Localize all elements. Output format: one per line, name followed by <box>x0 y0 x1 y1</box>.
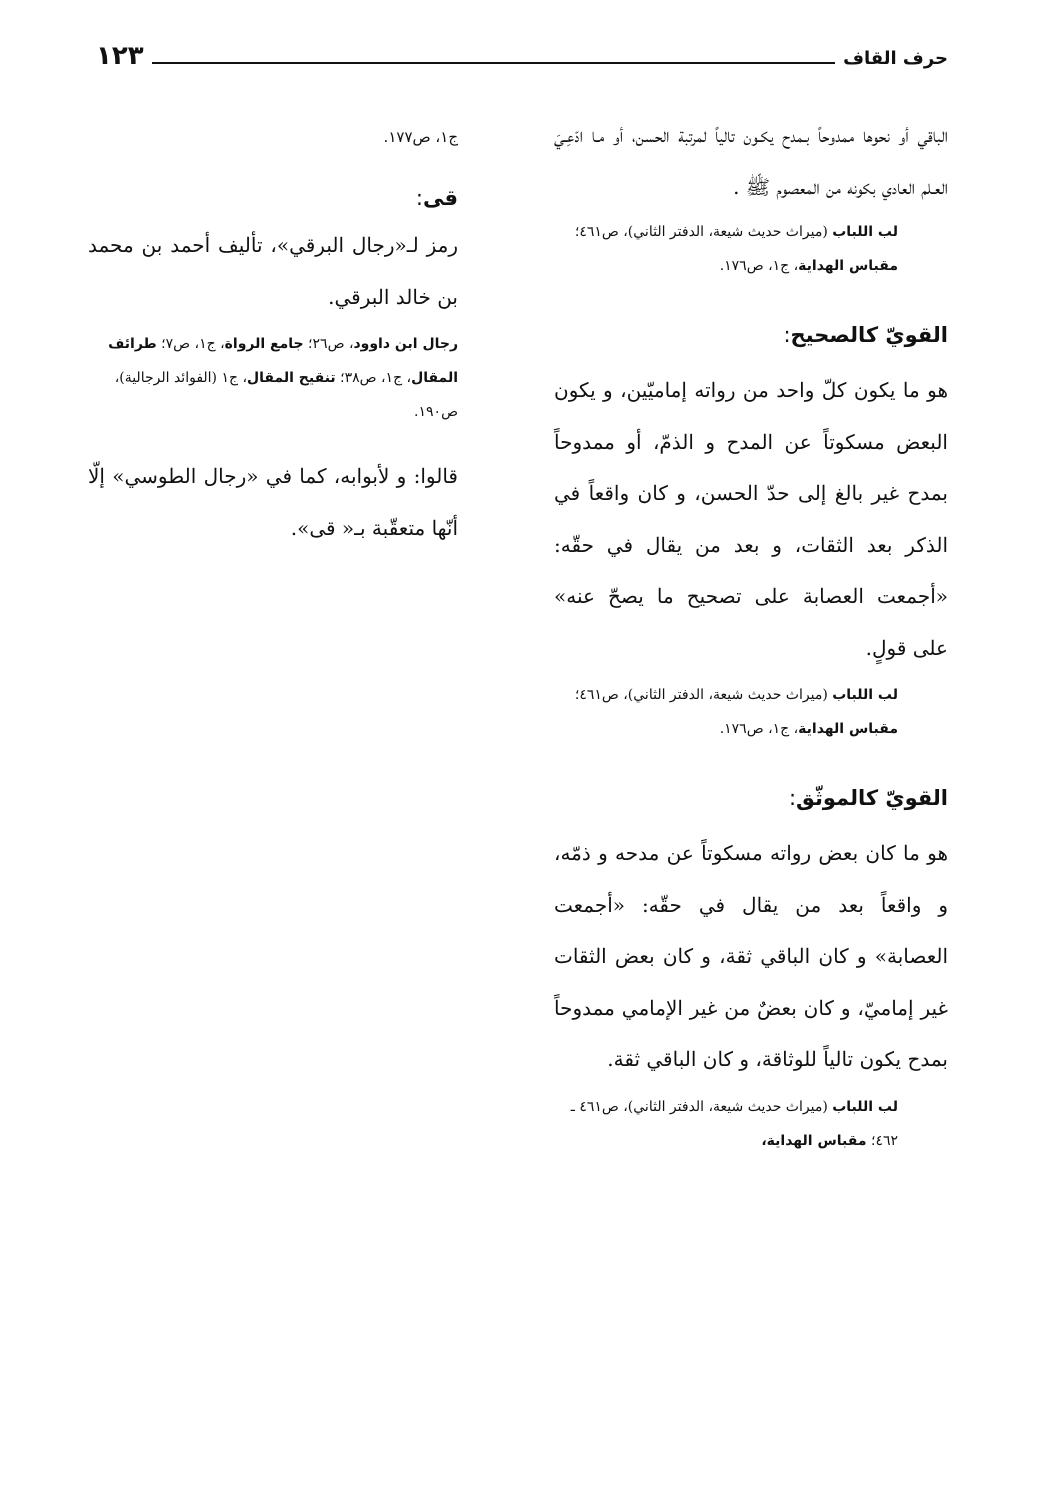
page-number: ١٢٣ <box>96 41 144 71</box>
continued-reference: ج١، ص١٧٧. <box>383 128 458 146</box>
entry-heading-text: قى <box>423 186 458 210</box>
heading-colon: : <box>783 323 791 347</box>
entry-qawi-kal-muwaththaq <box>554 778 948 1158</box>
ref-source: مقباس الهداية <box>798 258 898 274</box>
header-divider <box>152 62 835 64</box>
entry-reference <box>554 678 948 746</box>
ref-source: تنقيح المقال <box>247 370 336 386</box>
ref-detail: (ميراث حديث شيعة، الدفتر الثاني)، ص٤٦١؛ <box>574 224 833 240</box>
entry-reference <box>554 215 948 283</box>
ref-detail: ، ج١، ص١٧٦. <box>719 258 799 274</box>
ref-detail: ، ج١، ص١٧٦. <box>719 721 799 737</box>
entry-heading <box>554 315 948 355</box>
ref-source: لب اللباب <box>832 224 898 240</box>
entry-body: الباقي أو نحوها ممدوحاً بـمدح يكـون تالياً لمرتبة الحسن، أو مـا ادّعِـيَ العـلم العادي بكونه من المعصوم ﷺ . <box>554 123 948 199</box>
ref-source: جامع الرواة <box>224 336 304 352</box>
ref-detail: ، ج١ (الفوائد الرجالية)، ص١٩٠. <box>114 370 458 420</box>
heading-colon: : <box>788 786 797 810</box>
entry-reference <box>88 327 458 429</box>
heading-colon: : <box>415 186 423 210</box>
page-header <box>96 40 948 70</box>
entry-heading <box>88 178 458 218</box>
section-title: حرف القاف <box>843 48 948 69</box>
ref-source: مقباس الهداية، <box>761 1132 867 1149</box>
ref-source: لب اللباب <box>832 687 898 703</box>
ref-detail: (ميراث حديث شيعة، الدفتر الثاني)، ص٤٦١؛ <box>574 687 833 703</box>
entry-reference <box>554 1090 948 1158</box>
ref-detail: ، ص٢٦؛ <box>303 336 354 352</box>
entry-heading <box>554 778 948 818</box>
ref-detail: (ميراث حديث شيعة، الدفتر الثاني)، ص٤٦١ ـ ٤٦٢؛ <box>570 1098 898 1149</box>
entry-body: هو ما كان بعض رواته مسكوتاً عن مدحه و ذمّه، و واقعاً بعد من يقال في حقّه: «أجمعت العصابة» و كان الباقي ثقة، و كان بعض الثقات غير إماميّ، و كان بعضٌ من غير الإمامي ممدوحاً بمدح يكون تالياً للوثاقة، و كان الباقي ثقة. <box>554 841 948 1071</box>
entry-body: رمز لـ«رجال البرقي»، تأليف أحمد بن محمد بن خالد البرقي. <box>88 233 458 309</box>
entry-heading-text: القويّ كالموثّق <box>796 786 948 810</box>
entry-body: هو ما يكون كلّ واحد من رواته إماميّين، و يكون البعض مسكوتاً عن المدح و الذمّ، أو ممدوحاً بمدح غير بالغ إلى حدّ الحسن، و كان واقعاً في الذكر بعد الثقات، و بعد من يقال في حقّه: «أجمعت العصابة على تصحيح ما يصحّ عنه» على قولٍ. <box>554 378 948 660</box>
ref-source: مقباس الهداية <box>798 721 898 737</box>
ref-source: لب اللباب <box>832 1098 898 1115</box>
entry-continuation <box>554 110 948 283</box>
ref-source: رجال ابن داوود <box>353 336 458 352</box>
right-column <box>554 110 948 1158</box>
entry-qawi-kal-sahih <box>554 315 948 746</box>
left-column <box>88 110 458 554</box>
ref-detail: ، ج١، ص٧؛ <box>156 336 225 352</box>
entry-body-note: قالوا: و لأبوابه، كما في «رجال الطوسي» إلّا أنّها متعقّبة بـ« قى». <box>88 464 458 540</box>
ref-source: طرائف المقال <box>108 336 458 386</box>
entry-heading-text: القويّ كالصحيح <box>790 323 948 347</box>
entry-qi <box>88 178 458 554</box>
ref-detail: ، ج١، ص٣٨؛ <box>335 370 412 386</box>
